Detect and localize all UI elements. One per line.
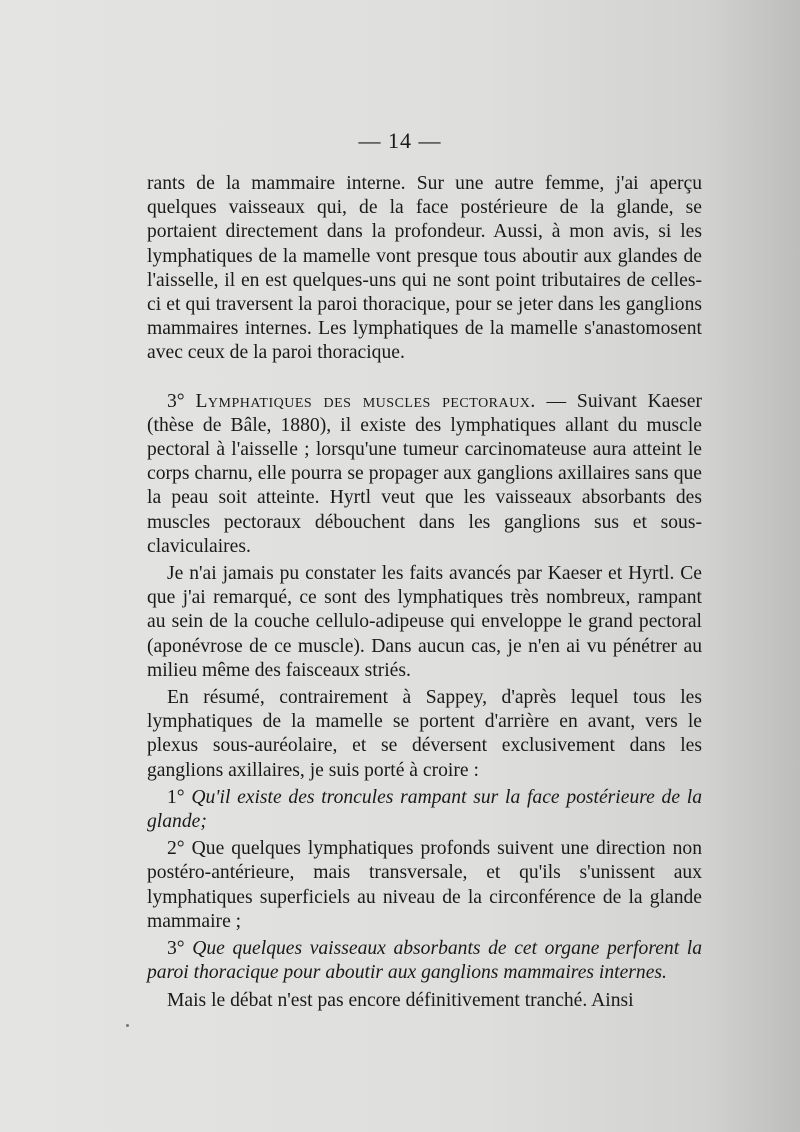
paragraph-section-pectoral-lymphatics	[147, 390, 702, 559]
conclusion-item-3	[147, 937, 702, 985]
paragraph-final: Mais le débat n'est pas encore définitivement tranché. Ainsi	[167, 989, 634, 1011]
section-number: 3°	[167, 390, 185, 412]
paragraph-continuation: rants de la mammaire interne. Sur une autre femme, j'ai aperçu quelques vaisseaux qui, de la face postérieure de la glande, se portaient directement dans la profondeur. Aussi, à mon avis, si les lymphatiques de la mamelle vont presque tous aboutir aux glandes de l'aisselle, il en est quelques-uns qui ne sont point tributaires de celles-ci et qui traversent la paroi thoracique, pour se jeter dans les ganglions mammaires internes. Les lymphatiques de la mamelle s'anastomosent avec ceux de la paroi thoracique.	[147, 173, 702, 364]
page-body	[147, 172, 702, 1013]
item-number: 3°	[167, 938, 185, 960]
page-number: — 14 —	[358, 128, 442, 153]
section-heading: Lymphatiques des muscles pectoraux.	[195, 390, 536, 412]
item-text: Qu'il existe des troncules rampant sur la face postérieure de la glande;	[147, 786, 702, 833]
conclusion-item-2: 2° Que quelques lymphatiques profonds suivent une direction non postéro-antérieure, mais transversale, et qu'ils s'unissent aux lymphatiques superficiels au niveau de la circonférence de la glande mammaire ;	[147, 838, 702, 932]
paragraph-summary: En résumé, contrairement à Sappey, d'après lequel tous les lymphatiques de la mamelle se portent d'arrière en avant, vers le plexus sous-auréolaire, et se déversent exclusivement dans les ganglions axillaires, je suis porté à croire :	[147, 687, 702, 781]
item-number: 1°	[167, 786, 185, 808]
section-text: — Suivant Kaeser (thèse de Bâle, 1880), il existe des lymphatiques allant du muscle pectoral à l'aisselle ; lorsqu'une tumeur carcinomateuse aura atteint le corps charnu, elle pourra se propager aux ganglions axillaires sans que la peau soit atteinte. Hyrtl veut que les vaisseaux absorbants des muscles pectoraux débouchent dans les ganglions sus et sous-claviculaires.	[147, 390, 702, 557]
conclusion-item-1	[147, 786, 702, 834]
item-text: Que quelques vaisseaux absorbants de cet organe perforent la paroi thoracique pour aboutir aux ganglions mammaires internes.	[147, 938, 702, 984]
scan-speck	[126, 1024, 129, 1027]
paragraph-observations: Je n'ai jamais pu constater les faits avancés par Kaeser et Hyrtl. Ce que j'ai remarqué, ce sont des lymphatiques très nombreux, rampant au sein de la couche cellulo-adipeuse qui enveloppe le grand pectoral (aponévrose de ce muscle). Dans aucun cas, je n'en ai vu pénétrer au milieu même des faisceaux striés.	[147, 563, 702, 681]
